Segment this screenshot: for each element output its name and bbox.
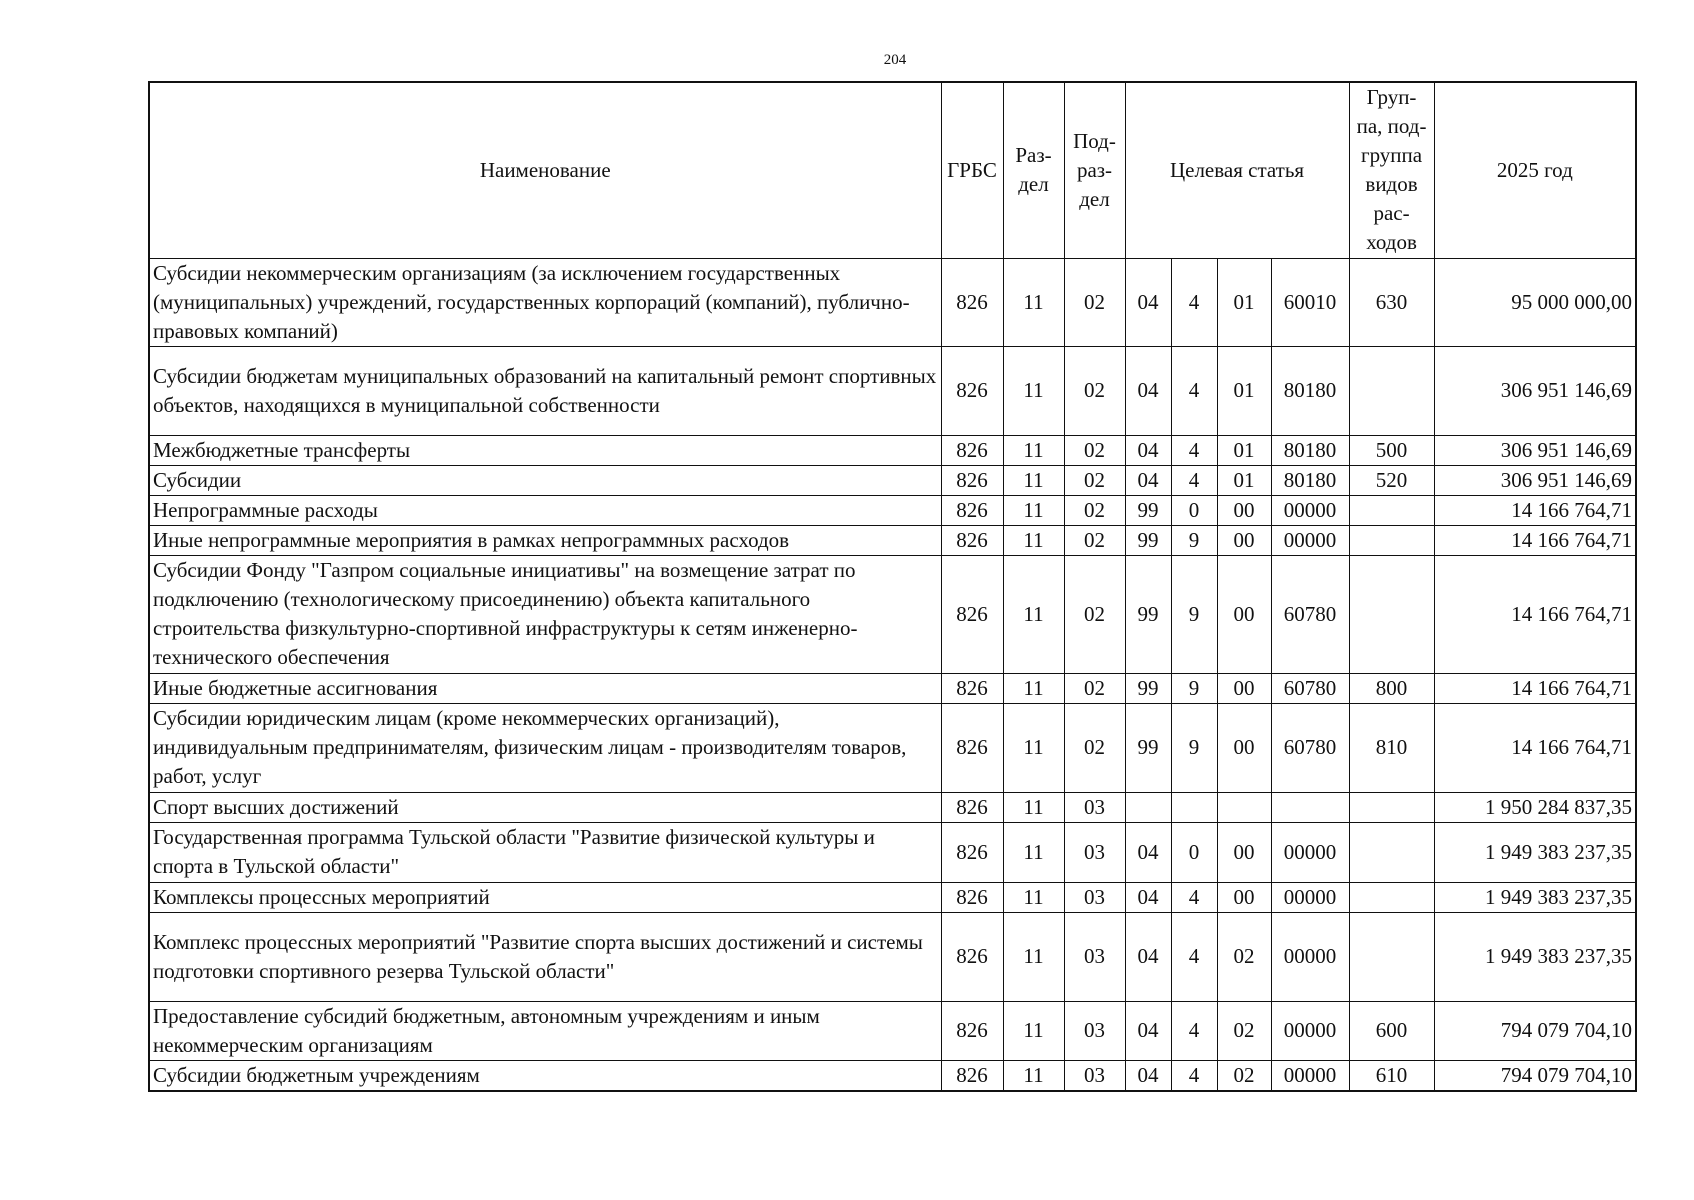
row-razdel: 11	[1003, 673, 1064, 703]
header-razdel	[1003, 82, 1064, 258]
row-group	[1349, 495, 1434, 525]
row-group: 810	[1349, 703, 1434, 792]
row-target-4: 00000	[1271, 525, 1349, 555]
row-grbs: 826	[941, 1060, 1003, 1091]
row-grbs: 826	[941, 465, 1003, 495]
row-razdel: 11	[1003, 703, 1064, 792]
row-target-3: 00	[1217, 703, 1271, 792]
row-target-4: 80180	[1271, 465, 1349, 495]
row-name: Субсидии	[149, 465, 941, 495]
row-name: Иные бюджетные ассигнования	[149, 673, 941, 703]
row-grbs: 826	[941, 912, 1003, 1001]
row-name: Комплексы процессных мероприятий	[149, 882, 941, 912]
header-podrazdel-label: Под- раз- дел	[1073, 128, 1116, 211]
row-group	[1349, 882, 1434, 912]
header-amount-label: 2025 год	[1496, 157, 1573, 182]
row-target-3: 02	[1217, 912, 1271, 1001]
row-target-1: 99	[1125, 673, 1171, 703]
row-podrazdel: 03	[1064, 1001, 1125, 1060]
row-amount: 14 166 764,71	[1434, 495, 1636, 525]
row-podrazdel: 03	[1064, 792, 1125, 822]
row-grbs: 826	[941, 882, 1003, 912]
table-row	[149, 912, 1636, 1001]
row-group	[1349, 555, 1434, 673]
header-amount	[1434, 82, 1636, 258]
row-podrazdel: 02	[1064, 525, 1125, 555]
row-name: Непрограммные расходы	[149, 495, 941, 525]
row-target-2	[1171, 792, 1217, 822]
row-target-2: 0	[1171, 822, 1217, 882]
row-group	[1349, 792, 1434, 822]
row-razdel: 11	[1003, 346, 1064, 435]
row-grbs: 826	[941, 435, 1003, 465]
row-group: 610	[1349, 1060, 1434, 1091]
row-razdel: 11	[1003, 258, 1064, 346]
row-target-4: 00000	[1271, 912, 1349, 1001]
row-grbs: 826	[941, 822, 1003, 882]
row-target-2: 9	[1171, 673, 1217, 703]
row-target-4: 60780	[1271, 555, 1349, 673]
header-group	[1349, 82, 1434, 258]
header-grbs	[941, 82, 1003, 258]
row-group: 500	[1349, 435, 1434, 465]
row-name: Субсидии Фонду "Газпром социальные инициативы" на возмещение затрат по подключению (технологическому присоединению) объекта капитального строительства физкультурно-спортивной инфраструктуры к сетям инженерно-технического обеспечения	[149, 555, 941, 673]
row-amount: 1 949 383 237,35	[1434, 912, 1636, 1001]
row-group	[1349, 822, 1434, 882]
row-podrazdel: 02	[1064, 495, 1125, 525]
row-amount: 1 950 284 837,35	[1434, 792, 1636, 822]
row-target-4: 00000	[1271, 882, 1349, 912]
row-target-2: 0	[1171, 495, 1217, 525]
row-target-2: 9	[1171, 555, 1217, 673]
row-grbs: 826	[941, 258, 1003, 346]
row-target-2: 9	[1171, 703, 1217, 792]
row-target-1: 04	[1125, 882, 1171, 912]
row-group	[1349, 346, 1434, 435]
row-target-2: 4	[1171, 435, 1217, 465]
row-target-2: 4	[1171, 912, 1217, 1001]
row-target-3: 01	[1217, 346, 1271, 435]
row-podrazdel: 02	[1064, 435, 1125, 465]
table-body	[149, 258, 1636, 1091]
row-group: 630	[1349, 258, 1434, 346]
row-target-1: 04	[1125, 435, 1171, 465]
header-razdel-label: Раз- дел	[1015, 143, 1052, 197]
row-target-2: 4	[1171, 1060, 1217, 1091]
header-name	[149, 82, 941, 258]
row-group	[1349, 912, 1434, 1001]
row-podrazdel: 03	[1064, 912, 1125, 1001]
row-target-1: 04	[1125, 1060, 1171, 1091]
table-row	[149, 882, 1636, 912]
header-name-label: Наименование	[479, 157, 611, 182]
row-name: Спорт высших достижений	[149, 792, 941, 822]
row-target-1: 04	[1125, 346, 1171, 435]
row-razdel: 11	[1003, 882, 1064, 912]
table-row	[149, 673, 1636, 703]
row-target-3: 00	[1217, 882, 1271, 912]
row-grbs: 826	[941, 703, 1003, 792]
table-row	[149, 465, 1636, 495]
table-row	[149, 792, 1636, 822]
row-target-3	[1217, 792, 1271, 822]
row-target-3: 00	[1217, 673, 1271, 703]
row-grbs: 826	[941, 346, 1003, 435]
row-target-2: 4	[1171, 465, 1217, 495]
row-target-3: 00	[1217, 525, 1271, 555]
row-podrazdel: 03	[1064, 882, 1125, 912]
table-row	[149, 703, 1636, 792]
row-target-4: 00000	[1271, 822, 1349, 882]
page-number: 204	[883, 52, 907, 68]
row-amount: 794 079 704,10	[1434, 1001, 1636, 1060]
row-target-3: 01	[1217, 258, 1271, 346]
row-name: Комплекс процессных мероприятий "Развитие спорта высших достижений и системы подготовки спортивного резерва Тульской области"	[149, 912, 941, 1001]
row-name: Межбюджетные трансферты	[149, 435, 941, 465]
row-target-1: 99	[1125, 555, 1171, 673]
row-name: Субсидии бюджетам муниципальных образований на капитальный ремонт спортивных объектов, находящихся в муниципальной собственности	[149, 346, 941, 435]
row-target-4: 00000	[1271, 495, 1349, 525]
row-target-2: 4	[1171, 346, 1217, 435]
budget-table	[148, 81, 1637, 1092]
table-row	[149, 555, 1636, 673]
header-group-label: Груп- па, под- группа видов рас- ходов	[1356, 85, 1427, 255]
row-podrazdel: 02	[1064, 673, 1125, 703]
row-target-1: 99	[1125, 525, 1171, 555]
row-razdel: 11	[1003, 495, 1064, 525]
row-amount: 14 166 764,71	[1434, 555, 1636, 673]
row-razdel: 11	[1003, 1001, 1064, 1060]
row-podrazdel: 02	[1064, 465, 1125, 495]
table-row	[149, 1001, 1636, 1060]
row-podrazdel: 02	[1064, 258, 1125, 346]
row-grbs: 826	[941, 495, 1003, 525]
row-amount: 306 951 146,69	[1434, 346, 1636, 435]
table-row	[149, 346, 1636, 435]
row-target-1: 04	[1125, 822, 1171, 882]
table-row	[149, 495, 1636, 525]
row-target-2: 4	[1171, 882, 1217, 912]
row-target-4	[1271, 792, 1349, 822]
row-target-4: 60010	[1271, 258, 1349, 346]
row-razdel: 11	[1003, 465, 1064, 495]
table-row	[149, 1060, 1636, 1091]
row-target-3: 02	[1217, 1001, 1271, 1060]
row-razdel: 11	[1003, 435, 1064, 465]
row-name: Предоставление субсидий бюджетным, автономным учреждениям и иным некоммерческим организациям	[149, 1001, 941, 1060]
row-target-1: 04	[1125, 258, 1171, 346]
row-amount: 14 166 764,71	[1434, 525, 1636, 555]
row-target-3: 00	[1217, 555, 1271, 673]
row-podrazdel: 02	[1064, 555, 1125, 673]
row-amount: 794 079 704,10	[1434, 1060, 1636, 1091]
row-name: Государственная программа Тульской области "Развитие физической культуры и спорта в Тульской области"	[149, 822, 941, 882]
table-row	[149, 822, 1636, 882]
row-target-4: 80180	[1271, 435, 1349, 465]
row-target-3: 01	[1217, 435, 1271, 465]
row-target-1: 04	[1125, 912, 1171, 1001]
row-name: Иные непрограммные мероприятия в рамках непрограммных расходов	[149, 525, 941, 555]
row-group: 520	[1349, 465, 1434, 495]
row-target-2: 9	[1171, 525, 1217, 555]
row-grbs: 826	[941, 1001, 1003, 1060]
row-target-1: 04	[1125, 465, 1171, 495]
table-row	[149, 258, 1636, 346]
row-name: Субсидии бюджетным учреждениям	[149, 1060, 941, 1091]
row-amount: 1 949 383 237,35	[1434, 882, 1636, 912]
row-target-3: 00	[1217, 822, 1271, 882]
row-podrazdel: 02	[1064, 703, 1125, 792]
row-target-2: 4	[1171, 1001, 1217, 1060]
row-grbs: 826	[941, 525, 1003, 555]
header-target-label: Целевая статья	[1169, 157, 1305, 182]
row-podrazdel: 02	[1064, 346, 1125, 435]
row-group: 800	[1349, 673, 1434, 703]
row-target-1: 99	[1125, 703, 1171, 792]
table-row	[149, 525, 1636, 555]
row-grbs: 826	[941, 555, 1003, 673]
row-target-1: 99	[1125, 495, 1171, 525]
row-razdel: 11	[1003, 525, 1064, 555]
row-target-3: 02	[1217, 1060, 1271, 1091]
header-podrazdel	[1064, 82, 1125, 258]
row-amount: 306 951 146,69	[1434, 435, 1636, 465]
row-target-4: 60780	[1271, 703, 1349, 792]
row-razdel: 11	[1003, 822, 1064, 882]
header-grbs-label: ГРБС	[947, 157, 997, 182]
row-amount: 14 166 764,71	[1434, 673, 1636, 703]
row-target-1: 04	[1125, 1001, 1171, 1060]
row-razdel: 11	[1003, 792, 1064, 822]
row-amount: 95 000 000,00	[1434, 258, 1636, 346]
row-target-1	[1125, 792, 1171, 822]
row-razdel: 11	[1003, 912, 1064, 1001]
row-podrazdel: 03	[1064, 822, 1125, 882]
row-grbs: 826	[941, 792, 1003, 822]
row-target-3: 01	[1217, 465, 1271, 495]
row-amount: 1 949 383 237,35	[1434, 822, 1636, 882]
row-target-3: 00	[1217, 495, 1271, 525]
row-amount: 14 166 764,71	[1434, 703, 1636, 792]
row-target-4: 80180	[1271, 346, 1349, 435]
row-target-4: 00000	[1271, 1001, 1349, 1060]
header-target	[1125, 82, 1349, 258]
row-group: 600	[1349, 1001, 1434, 1060]
row-target-4: 60780	[1271, 673, 1349, 703]
row-target-2: 4	[1171, 258, 1217, 346]
row-group	[1349, 525, 1434, 555]
row-podrazdel: 03	[1064, 1060, 1125, 1091]
row-razdel: 11	[1003, 555, 1064, 673]
row-grbs: 826	[941, 673, 1003, 703]
table-row	[149, 435, 1636, 465]
row-razdel: 11	[1003, 1060, 1064, 1091]
row-amount: 306 951 146,69	[1434, 465, 1636, 495]
table-header-row	[149, 82, 1636, 258]
row-name: Субсидии некоммерческим организациям (за исключением государственных (муниципальных) учреждений, государственных корпораций (компаний), публично-правовых компаний)	[149, 258, 941, 346]
row-target-4: 00000	[1271, 1060, 1349, 1091]
row-name: Субсидии юридическим лицам (кроме некоммерческих организаций), индивидуальным предпринимателям, физическим лицам - производителям товаров, работ, услуг	[149, 703, 941, 792]
